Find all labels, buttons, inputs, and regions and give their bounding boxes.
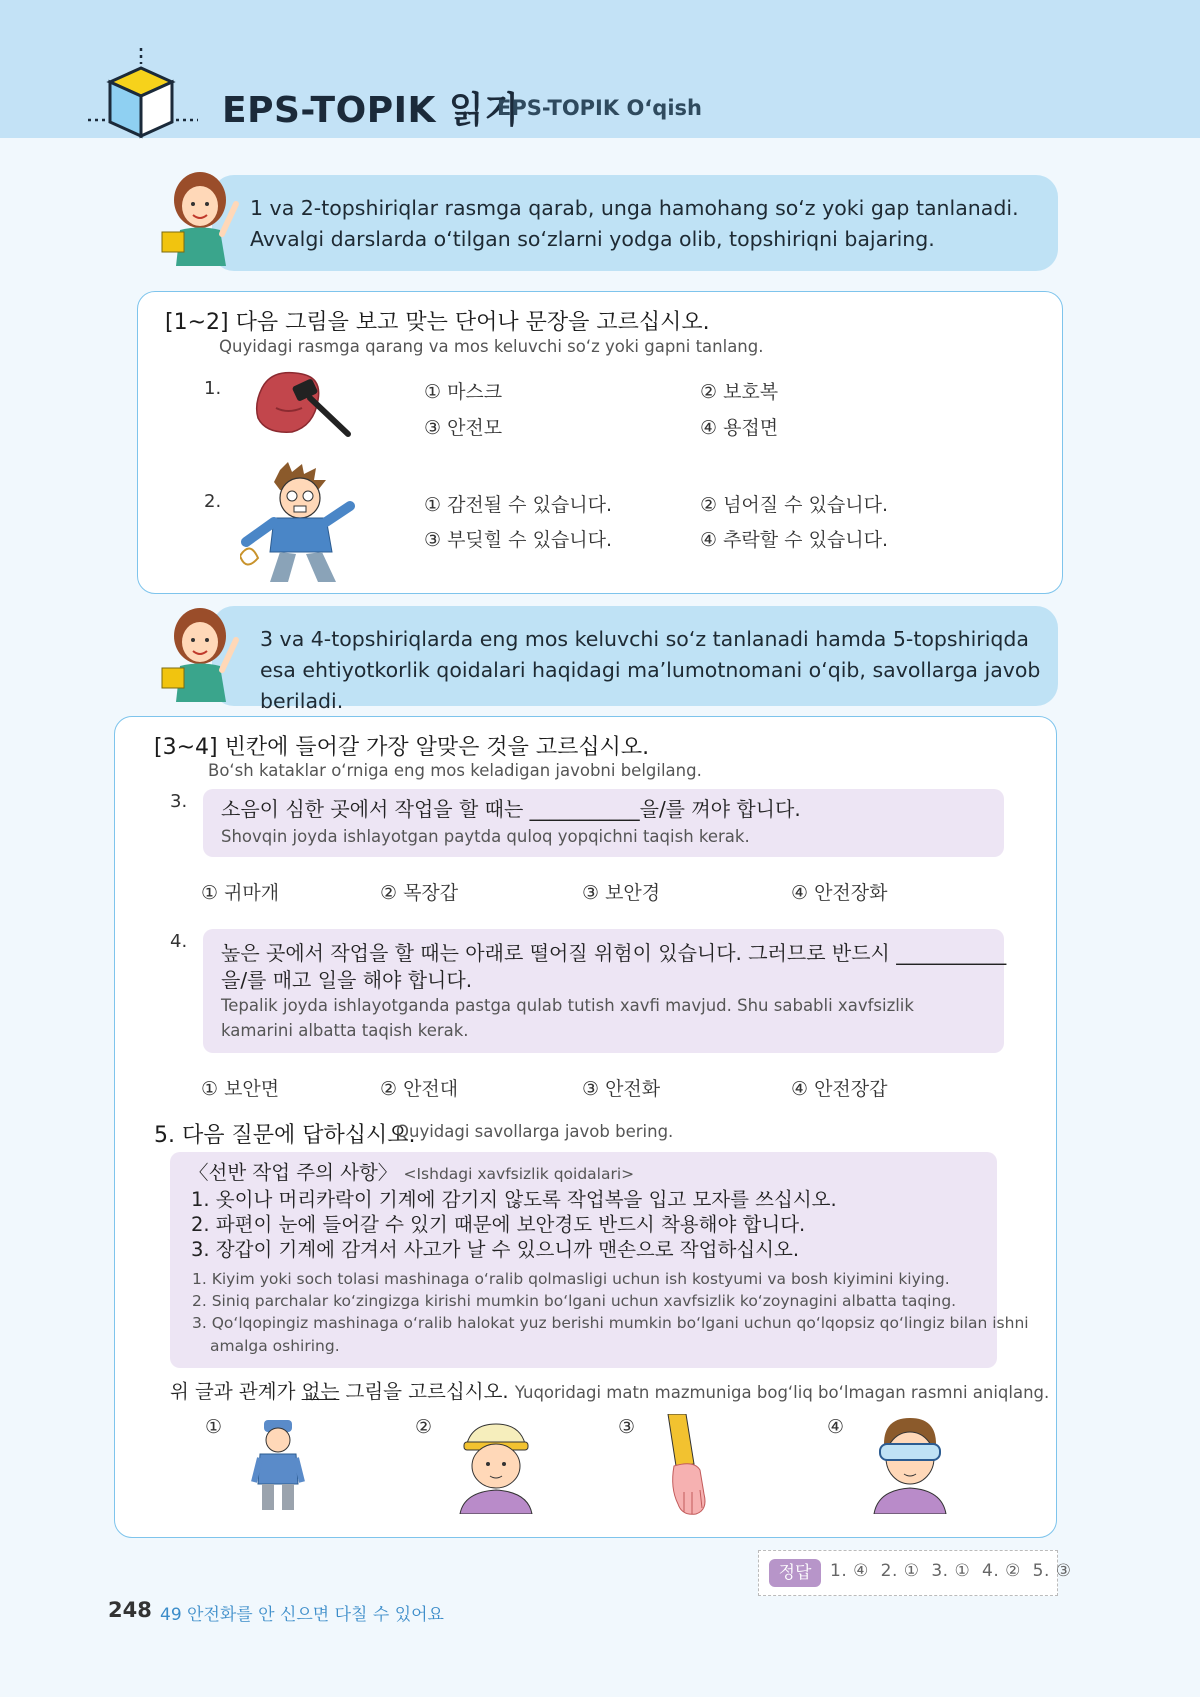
q4-korean-line1: 높은 곳에서 작업을 할 때는 아래로 떨어질 위험이 있습니다. 그러므로 반드시 ___________ bbox=[221, 941, 1007, 965]
instruction-text-2: 3 va 4-topshiriqlarda eng mos keluvchi so‘z tanlanadi hamda 5-topshiriqda esa ehtiyotkorlik qoidalari haqidagi ma’lumotnomani o‘qib, savollarga javob beriladi. bbox=[260, 627, 1041, 713]
q3-option-4[interactable]: ④ 안전장화 bbox=[791, 882, 888, 904]
rules-title-ko: 〈선반 작업 주의 사항〉 bbox=[189, 1161, 398, 1184]
q5-heading-uz: Quyidagi savollarga javob bering. bbox=[396, 1122, 674, 1141]
q5-question-uz: Yuqoridagi matn mazmuniga bog‘liq bo‘lmagan rasmni aniqlang. bbox=[514, 1383, 1050, 1402]
q3-option-2[interactable]: ② 목장갑 bbox=[380, 882, 459, 904]
rule-uz-3-cont: amalga oshiring. bbox=[210, 1337, 340, 1355]
electrocuted-worker-icon bbox=[240, 462, 370, 584]
answer-key-text: 1. ④ 2. ① 3. ① 4. ② 5. ③ bbox=[830, 1561, 1072, 1581]
q5-question-ko-c: 그림을 고르십시오. bbox=[339, 1380, 509, 1403]
section1-subheading: Quyidagi rasmga qarang va mos keluvchi so‘z yoki gapni tanlang. bbox=[219, 337, 764, 356]
question-number-2: 2. bbox=[204, 491, 222, 512]
page-title: EPS-TOPIK 읽기 bbox=[222, 90, 520, 131]
q2-option-4[interactable]: ④ 추락할 수 있습니다. bbox=[700, 529, 889, 551]
q2-option-2[interactable]: ② 넘어질 수 있습니다. bbox=[700, 494, 889, 516]
rule-ko-2: 2. 파편이 눈에 들어갈 수 있기 때문에 보안경도 반드시 착용해야 합니다. bbox=[191, 1213, 806, 1236]
teacher-icon bbox=[160, 606, 250, 706]
q2-option-3[interactable]: ③ 부딪힐 수 있습니다. bbox=[424, 529, 613, 551]
q1-option-1[interactable]: ① 마스크 bbox=[424, 381, 503, 403]
page-subtitle: EPS-TOPIK O‘qish bbox=[497, 96, 702, 120]
q5-choice-3-label[interactable]: ③ bbox=[618, 1416, 636, 1438]
cube-icon bbox=[88, 48, 198, 143]
question-number-1: 1. bbox=[204, 378, 222, 399]
q5-heading: 5. 다음 질문에 답하십시오. bbox=[154, 1123, 416, 1148]
rule-ko-3: 3. 장갑이 기계에 감겨서 사고가 날 수 있으니까 맨손으로 작업하십시오. bbox=[191, 1238, 800, 1261]
welding-mask-icon bbox=[252, 368, 356, 442]
q5-choice-2-label[interactable]: ② bbox=[415, 1416, 433, 1438]
instruction-text-1: 1 va 2-topshiriqlar rasmga qarab, unga hamohang so‘z yoki gap tanlanadi. Avvalgi darslarda o‘tilgan so‘zlarni yodga olib, topshiriqni bajaring. bbox=[250, 196, 1019, 251]
question-number-3: 3. bbox=[170, 791, 188, 812]
q1-option-2[interactable]: ② 보호복 bbox=[700, 381, 779, 403]
lesson-title: 49 안전화를 안 신으면 다칠 수 있어요 bbox=[160, 1605, 444, 1625]
worker-in-uniform-icon[interactable] bbox=[250, 1418, 306, 1514]
q3-uzbek-text: Shovqin joyda ishlayotgan paytda quloq yopqichni taqish kerak. bbox=[221, 827, 750, 846]
q1-option-4[interactable]: ④ 용접면 bbox=[700, 417, 779, 439]
rules-title-uz: <Ishdagi xavfsizlik qoidalari> bbox=[403, 1165, 635, 1183]
section2-subheading: Bo‘sh kataklar o‘rniga eng mos keladigan javobni belgilang. bbox=[208, 761, 702, 780]
page-number: 248 bbox=[108, 1598, 152, 1622]
q4-korean-line2: 을/를 매고 일을 해야 합니다. bbox=[221, 968, 473, 992]
q4-option-4[interactable]: ④ 안전장갑 bbox=[791, 1078, 888, 1100]
worker-with-cap-icon[interactable] bbox=[456, 1418, 536, 1514]
q4-option-3[interactable]: ③ 안전화 bbox=[582, 1078, 661, 1100]
worker-with-goggles-icon[interactable] bbox=[872, 1414, 948, 1514]
rules-title bbox=[189, 1160, 634, 1187]
rule-ko-1: 1. 옷이나 머리카락이 기계에 감기지 않도록 작업복을 입고 모자를 쓰십시오. bbox=[191, 1188, 837, 1211]
section1-heading: [1~2] 다음 그림을 보고 맞는 단어나 문장을 고르십시오. bbox=[165, 310, 710, 335]
q5-choice-1-label[interactable]: ① bbox=[205, 1416, 223, 1438]
teacher-icon bbox=[160, 170, 250, 270]
glove-icon[interactable] bbox=[660, 1414, 720, 1518]
section2-heading: [3~4] 빈칸에 들어갈 가장 알맞은 것을 고르십시오. bbox=[154, 735, 650, 760]
rule-uz-2: 2. Siniq parchalar ko‘zingizga kirishi mumkin bo‘lgani uchun xavfsizlik ko‘zoynagini albatta taqing. bbox=[192, 1292, 957, 1310]
q3-option-3[interactable]: ③ 보안경 bbox=[582, 882, 661, 904]
q4-option-2[interactable]: ② 안전대 bbox=[380, 1078, 459, 1100]
q1-option-3[interactable]: ③ 안전모 bbox=[424, 417, 503, 439]
question-number-4: 4. bbox=[170, 931, 188, 952]
q4-uzbek-text: Tepalik joyda ishlayotganda pastga qulab tutish xavfi mavjud. Shu sababli xavfsizlik kamarini albatta taqish kerak. bbox=[221, 996, 914, 1040]
q5-question-ko-a: 위 글과 관계가 bbox=[170, 1380, 302, 1403]
q3-korean-text: 소음이 심한 곳에서 작업을 할 때는 ___________을/를 껴야 합니다. bbox=[221, 797, 801, 821]
rule-uz-3: 3. Qo‘lqopingiz mashinaga o‘ralib halokat yuz berishi mumkin bo‘lgani uchun qo‘lqopsiz qo‘lingiz bilan ishni bbox=[192, 1314, 1029, 1332]
q3-option-1[interactable]: ① 귀마개 bbox=[201, 882, 280, 904]
q5-question bbox=[170, 1376, 1049, 1404]
answer-tag: 정답 bbox=[769, 1559, 821, 1587]
rule-uz-1: 1. Kiyim yoki soch tolasi mashinaga o‘ralib qolmasligi uchun ish kostyumi va bosh kiyimini kiying. bbox=[192, 1270, 950, 1288]
q5-question-ko-b: 없는 bbox=[301, 1380, 340, 1403]
q2-option-1[interactable]: ① 감전될 수 있습니다. bbox=[424, 494, 613, 516]
q4-option-1[interactable]: ① 보안면 bbox=[201, 1078, 280, 1100]
q5-choice-4-label[interactable]: ④ bbox=[827, 1416, 845, 1438]
